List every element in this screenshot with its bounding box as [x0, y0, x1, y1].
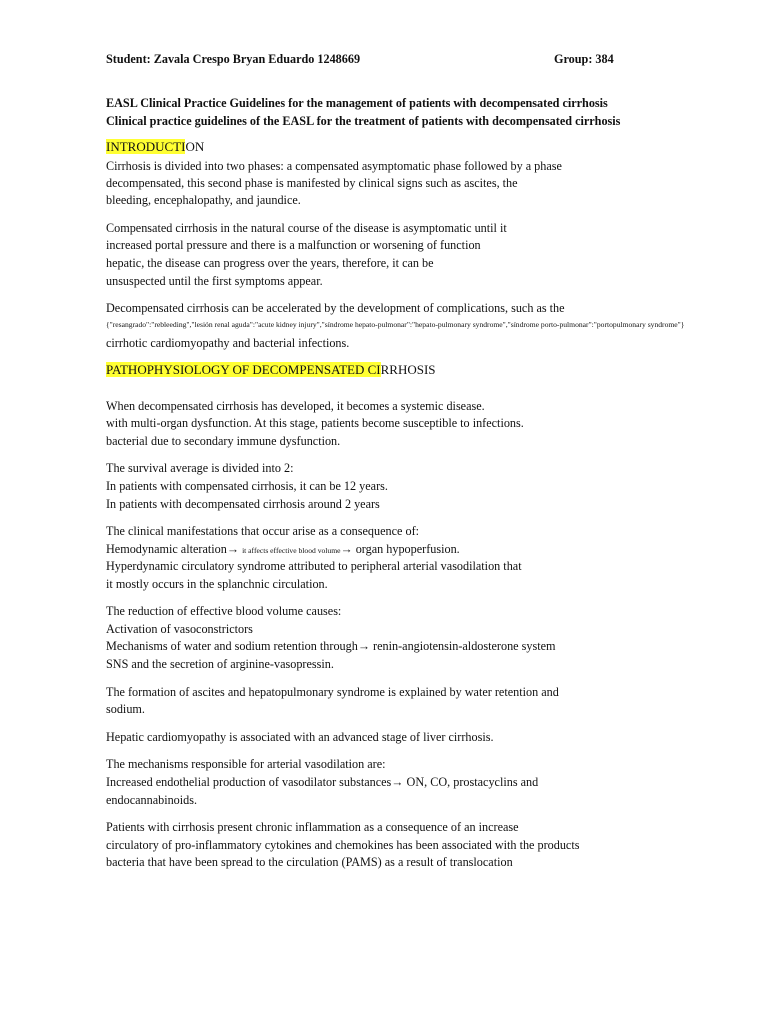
paragraph-line: SNS and the secretion of arginine-vasopressin. [106, 657, 334, 671]
paragraph-line: cirrhotic cardiomyopathy and bacterial infections. [106, 336, 350, 350]
paragraph-line: Mechanisms of water and sodium retention through→ renin-angiotensin-aldosterone system [106, 639, 556, 653]
text-segment: Hemodynamic alteration→ [106, 542, 243, 556]
paragraph-line: The reduction of effective blood volume causes: [106, 604, 342, 618]
heading-highlight: PATHOPHYSIOLOGY OF DECOMPENSATED CI [106, 362, 381, 377]
paragraph-line: In patients with compensated cirrhosis, it can be 12 years. [106, 479, 388, 493]
paragraph-line: unsuspected until the first symptoms appear. [106, 274, 323, 288]
group-number: Group: 384 [554, 52, 614, 66]
paragraph-line: hepatic, the disease can progress over the years, therefore, it can be [106, 256, 434, 270]
paragraph-line: The formation of ascites and hepatopulmonary syndrome is explained by water retention and [106, 685, 559, 699]
paragraph-line: The clinical manifestations that occur arise as a consequence of: [106, 524, 420, 538]
paragraph-line: Increased endothelial production of vasodilator substances→ ON, CO, prostacyclins and [106, 775, 539, 789]
paragraph-line: The mechanisms responsible for arterial vasodilation are: [106, 757, 386, 771]
paragraph-line: Hyperdynamic circulatory syndrome attributed to peripheral arterial vasodilation that [106, 559, 522, 573]
paragraph-line: bacterial due to secondary immune dysfunction. [106, 434, 341, 448]
document-subtitle: Clinical practice guidelines of the EASL for the treatment of patients with decompensated cirrhosis [106, 114, 621, 128]
student-name: Student: Zavala Crespo Bryan Eduardo 1248669 [106, 52, 361, 66]
paragraph-line: Activation of vasoconstrictors [106, 622, 253, 636]
introduction-heading [106, 139, 204, 155]
paragraph-line: Patients with cirrhosis present chronic inflammation as a consequence of an increase [106, 820, 519, 834]
paragraph-line: Compensated cirrhosis in the natural course of the disease is asymptomatic until it [106, 221, 507, 235]
paragraph-line: bleeding, encephalopathy, and jaundice. [106, 193, 301, 207]
inline-small-text: it affects effective blood volume [242, 546, 341, 555]
paragraph-line: it mostly occurs in the splanchnic circulation. [106, 577, 328, 591]
heading-rest: ON [185, 139, 205, 154]
paragraph-line: increased portal pressure and there is a malfunction or worsening of function [106, 238, 481, 252]
paragraph-line: In patients with decompensated cirrhosis around 2 years [106, 497, 380, 511]
translation-note: {"resangrado":"rebleeding","lesión renal aguda":"acute kidney injury","síndrome hepato-pulmonar":"hepato-pulmonary syndrome","síndrome porto-pulmonar":"portopulmonary syndrome"} [106, 320, 685, 329]
paragraph-line: circulatory of pro-inflammatory cytokines and chemokines has been associated with the products [106, 838, 580, 852]
document-title: EASL Clinical Practice Guidelines for the management of patients with decompensated cirrhosis [106, 96, 608, 110]
paragraph-line: endocannabinoids. [106, 793, 198, 807]
heading-highlight: INTRODUCTI [106, 139, 186, 154]
pathophysiology-heading [106, 362, 436, 378]
paragraph-line: decompensated, this second phase is manifested by clinical signs such as ascites, the [106, 176, 518, 190]
paragraph-line: Hepatic cardiomyopathy is associated with an advanced stage of liver cirrhosis. [106, 730, 494, 744]
paragraph-line: Decompensated cirrhosis can be accelerated by the development of complications, such as the [106, 301, 565, 315]
heading-rest: RRHOSIS [380, 362, 436, 377]
paragraph-line: with multi-organ dysfunction. At this stage, patients become susceptible to infections. [106, 416, 524, 430]
paragraph-line: sodium. [106, 702, 145, 716]
text-segment: → organ hypoperfusion. [340, 542, 460, 556]
paragraph-line [106, 541, 460, 559]
paragraph-line: Cirrhosis is divided into two phases: a compensated asymptomatic phase followed by a phase [106, 159, 562, 173]
paragraph-line: The survival average is divided into 2: [106, 461, 294, 475]
paragraph-line: When decompensated cirrhosis has developed, it becomes a systemic disease. [106, 399, 485, 413]
paragraph-line: bacteria that have been spread to the circulation (PAMS) as a result of translocation [106, 855, 513, 869]
